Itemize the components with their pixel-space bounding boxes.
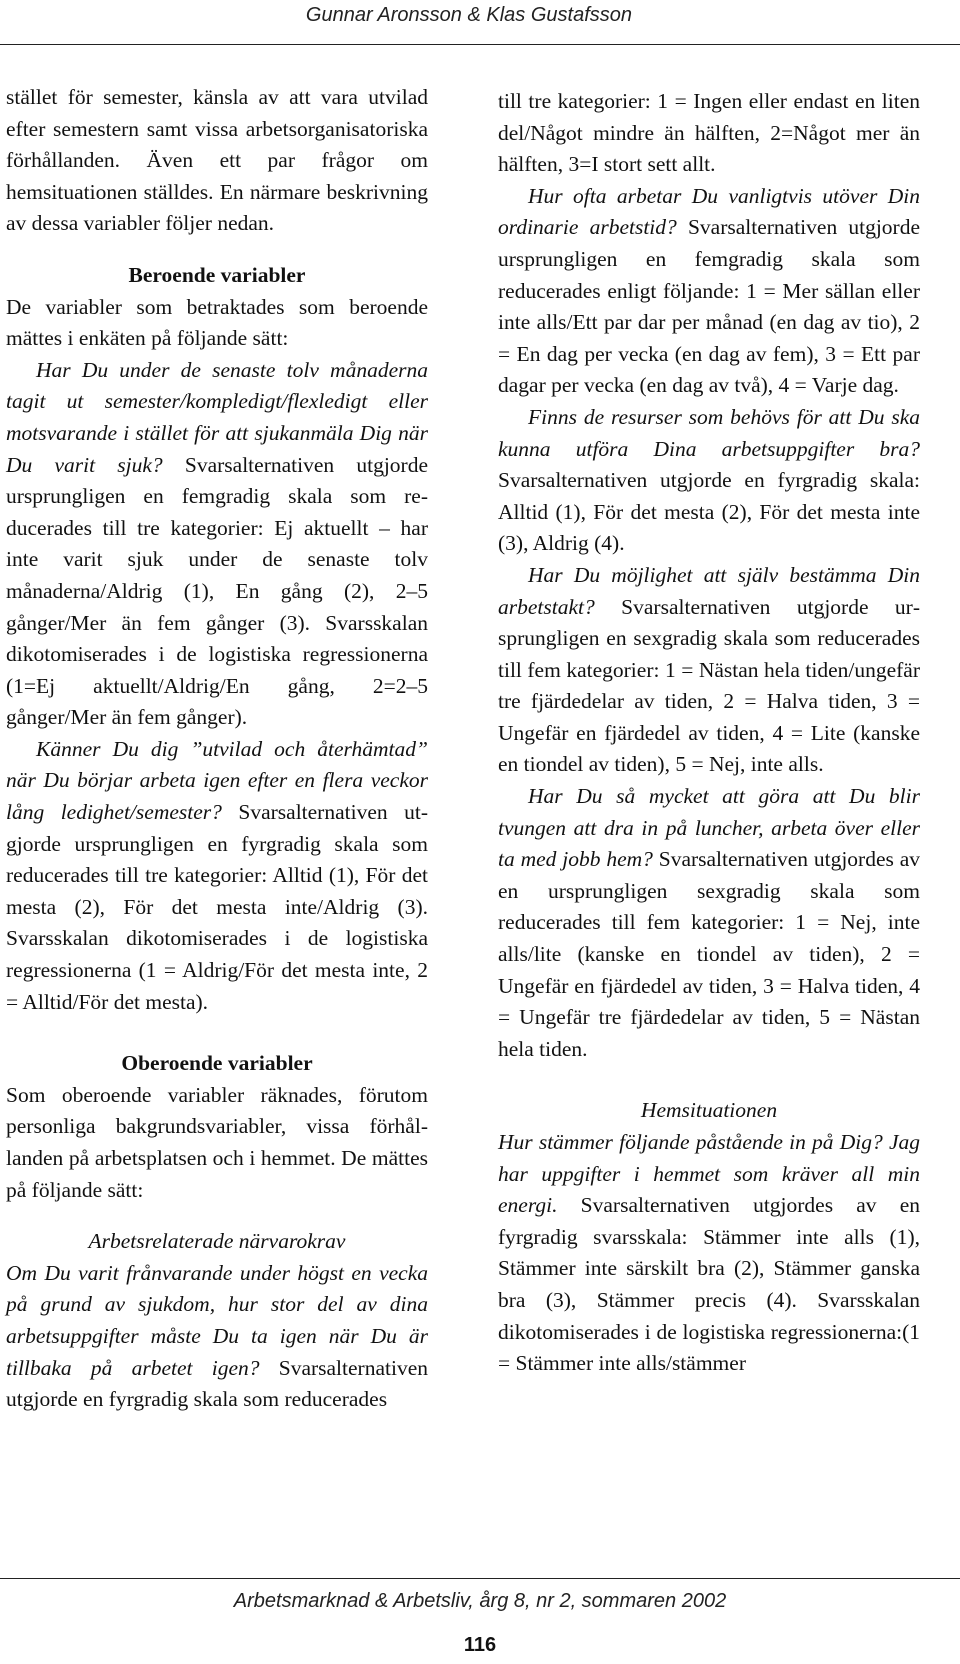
question-paragraph-2 [6, 734, 428, 1018]
heading-independent-variables: Oberoende variabler [121, 1051, 313, 1076]
question-paragraph-5 [498, 402, 920, 560]
question-6-answer: Svarsalternativen utgjorde ursprungligen en sexgradig skala som reducerades till fem kategorier: 1 = Nästan hela tiden/ungefär tre fjärdedelar av tiden, 2 = Halva tiden, 3 = Ungefär en fjärdedel av tiden, 4 = Lite (kanske en tiondel av tiden), 5 = Nej, inte alls. [498, 594, 920, 777]
left-column [6, 82, 428, 1416]
page-number: 116 [463, 1634, 497, 1656]
intro-paragraph: stället för semester, känsla av att vara utvilad efter semestern samt vissa arbetsorganisatoriska förhållanden. Även ett par frågor om hemsituationen ställdes. En närmare beskrivning av dessa variabler följer nedan. [6, 85, 428, 236]
running-header [0, 0, 960, 45]
question-5: Finns de resurser som behövs för att Du ska kunna utföra Dina arbetsuppgifter bra? [498, 404, 920, 461]
question-7: Har Du så mycket att göra att Du blir tvungen att dra in på luncher, arbeta över eller ta med jobb hem? [498, 784, 920, 872]
question-paragraph-6 [498, 560, 920, 781]
question-4-answer: Svarsalternativen utgjorde ursprungligen en femgradig skala som reducerades enligt följande: 1 = Mer sällan eller inte alls/Ett par dar per månad (en dag av tio), 2 = En dag per vecka (en dag av fem), 3 = Ett par dagar per vecka (en dag av två), 4 = Varje dag. [498, 215, 920, 398]
subheading-work-demands: Arbetsrelaterade närvarokrav [88, 1229, 346, 1254]
question-1-answer: Svarsalternativen utgjorde ursprungligen en femgradig skala som reducerades till tre kategorier: Ej aktuellt – har inte varit sjuk under de senaste tolv månaderna/Aldrig (1), En gång (2), 2–5 gånger/Mer än fem gånger (3). Svarsskalan dikotomiserades i de logistiska regressionerna (1=Ej aktuellt/Aldrig/En gång, 2=2–5 gånger/Mer än fem gånger). [6, 452, 428, 730]
question-2: Känner Du dig ”utvilad och återhämtad” när Du börjar arbeta igen efter en flera veckor lång ledighet/semester? [6, 736, 428, 825]
question-8: Hur stämmer följande påstående in på Dig? Jag har uppgifter i hemmet som kräver all min energi. [498, 1130, 920, 1218]
question-8-answer: Svarsalternativen utgjordes av en fyrgradig svarsskala: Stämmer inte alls (1), Stämmer inte särskilt bra (2), Stämmer ganska bra (3), Stämmer precis (4). Svarsskalan dikotomiserades i de logistiska regressionerna:(1 = Stämmer inte alls/stämmer [498, 1193, 920, 1376]
footer-journal-citation: Arbetsmarknad & Arbetsliv, årg 8, nr 2, sommaren 2002 [233, 1590, 727, 1612]
heading-dependent-variables: Beroende variabler [128, 262, 306, 287]
question-2-answer: Svarsalternativen utgjorde ursprungligen en fyrgradig skala som reducerades till tre kategorier: Alltid (1), För det mesta (2), För det mesta inte/Aldrig (3). Svarsskalan dikotomiserades i de logistiska regressionerna (1 = Aldrig/För det mesta inte, 2 = Alltid/För det mesta). [6, 800, 428, 1014]
question-paragraph-7 [498, 781, 920, 1065]
question-paragraph-3 [6, 1258, 428, 1416]
question-1: Har Du under de senaste tolv månaderna tagit ut semester/kompledigt/flexledigt eller motsvarande i stället för att sjukanmäla Dig när Du varit sjuk? [6, 357, 428, 477]
question-5-answer: Svarsalternativen utgjorde en fyrgradig skala: Alltid (1), För det mesta (2), För det mesta inte (3), Aldrig (4). [498, 468, 920, 556]
question-6: Har Du möjlighet att själv bestämma Din arbetstakt? [498, 562, 920, 619]
question-7-answer: Svarsalternativen utgjordes av en ursprungligen sexgradig skala som reducerades till fem kategorier: 1 = Nej, inte alls/lite (kanske en tiondel av tiden), 2 = Ungefär en fjärdedel av tiden, 3 = Halva tiden, 4 = Ungefär tre fjärdedelar av tiden, 5 = Nästan hela tiden. [498, 847, 920, 1061]
subheading-home-situation: Hemsituationen [640, 1098, 778, 1123]
right-column [498, 86, 920, 1380]
question-paragraph-4 [498, 181, 920, 402]
running-title: Gunnar Aronsson & Klas Gustafsson [305, 4, 632, 26]
question-3-answer: Svarsalternativen utgjorde en fyrgradig skala som reducerades [6, 1355, 428, 1412]
footer-rule [0, 1578, 960, 1579]
dependent-intro-paragraph: De variabler som betraktades som beroende mättes i enkäten på följande sätt: [6, 294, 428, 351]
question-4: Hur ofta arbetar Du vanligtvis utöver Din ordinarie arbetstid? [498, 183, 920, 240]
independent-intro-paragraph: Som oberoende variabler räknades, förutom personliga bakgrundsvariabler, vissa förhållanden på arbetsplatsen och i hemmet. De mättes på följande sätt: [6, 1082, 428, 1202]
continued-paragraph: till tre kategorier: 1 = Ingen eller endast en liten del/Något mindre än hälften, 2=Något mer än hälften, 3=I stort sett allt. [498, 89, 920, 177]
question-3: Om Du varit frånvarande under högst en vecka på grund av sjukdom, hur stor del av dina arbetsuppgifter måste Du ta igen när Du är tillbaka på arbetet igen? [6, 1260, 428, 1380]
question-paragraph-8 [498, 1127, 920, 1380]
question-paragraph-1 [6, 355, 428, 734]
